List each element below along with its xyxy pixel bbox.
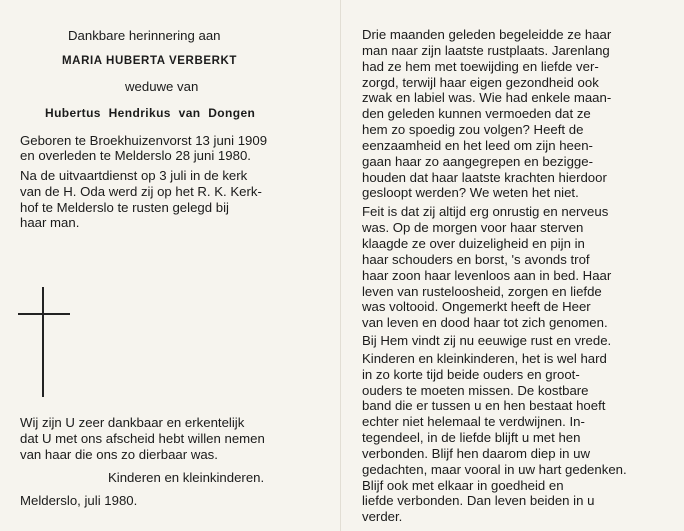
thanks-line-1: Wij zijn U zeer dankbaar en erkentelijk: [20, 415, 245, 430]
tribute-line: gedachten, maar vooral in uw hart gedenken.: [362, 461, 627, 477]
tribute-line: gaan haar zo aangegrepen en bezigge-: [362, 153, 593, 169]
tribute-line: was. Op de morgen voor haar sterven: [362, 220, 584, 236]
cross-icon: [18, 287, 70, 397]
widow-of: weduwe van: [125, 79, 199, 94]
tribute-line: gesloopt werden? We weten het niet.: [362, 185, 579, 201]
born-line-1: Geboren te Broekhuizenvorst 13 juni 1909: [20, 133, 268, 148]
tribute-line: Bij Hem vindt zij nu eeuwige rust en vrede.: [362, 333, 612, 349]
tribute-line: in zo korte tijd beide ouders en groot-: [362, 366, 580, 382]
heading: Dankbare herinnering aan: [68, 28, 221, 43]
deceased-name: MARIA HUBERTA VERBERKT: [62, 55, 238, 67]
tribute-line: houden dat haar laatste krachten hierdoor: [362, 169, 607, 185]
tribute-line: was voltooid. Ongemerkt heeft de Heer: [362, 299, 591, 315]
birth-death-block: [20, 133, 320, 164]
tribute-line: Blijf ook met elkaar in goedheid en: [362, 477, 564, 493]
thanks-line-2: dat U met ons afscheid hebt willen nemen: [20, 430, 265, 446]
tribute-line: verder.: [362, 509, 403, 525]
signature: Kinderen en kleinkinderen.: [108, 470, 265, 485]
tribute-line: van leven en dood haar tot zich genomen.: [362, 315, 608, 331]
tribute-line: man naar zijn laatste rustplaats. Jarenlang: [362, 42, 610, 58]
tribute-line: haar zoon haar levenloos aan in bed. Haar: [362, 267, 612, 283]
husband-name: Hubertus Hendrikus van Dongen: [45, 106, 256, 120]
thanks-line-3: van haar die ons zo dierbaar was.: [20, 446, 218, 462]
tribute-line: haar schouders en borst, 's avonds trof: [362, 251, 590, 267]
tribute-line: liefde verbonden. Dan leven beiden in u: [362, 493, 595, 509]
funeral-block: [20, 168, 320, 231]
place-date: Melderslo, juli 1980.: [20, 493, 138, 508]
funeral-line-1: Na de uitvaartdienst op 3 juli in de kerk: [20, 168, 248, 183]
tribute-line: zorgd, terwijl haar eigen gezondheid ook: [362, 74, 599, 90]
tribute-line: zwak en labiel was. Wie had enkele maan-: [362, 90, 612, 106]
tribute-line: echter niet helemaal te verdwijnen. In-: [362, 414, 585, 430]
born-line-2: en overleden te Melderslo 28 juni 1980.: [20, 148, 251, 164]
tribute-line: Feit is dat zij altijd erg onrustig en nerveus: [362, 204, 609, 220]
tribute-line: had ze hem met toewijding en liefde ver-: [362, 58, 599, 74]
funeral-line-4: haar man.: [20, 215, 80, 231]
tribute-line: Drie maanden geleden begeleidde ze haar: [362, 27, 612, 42]
funeral-line-3: hof te Melderslo te rusten gelegd bij: [20, 199, 229, 215]
tribute-line: klaagde ze over duizeligheid en pijn in: [362, 235, 585, 251]
tribute-line: Kinderen en kleinkinderen, het is wel hard: [362, 350, 607, 366]
tribute-line: verbonden. Blijf hen daarom diep in uw: [362, 445, 590, 461]
card-fold: [340, 0, 341, 531]
tribute-line: den geleden kunnen vermoeden dat ze: [362, 106, 591, 122]
tribute-line: eenzaamheid en het leed om zijn heen-: [362, 137, 593, 153]
tribute-line: ouders te moeten missen. De kostbare: [362, 382, 589, 398]
tribute-line: leven van rusteloosheid, zorgen en liefde: [362, 283, 602, 299]
thanks-block: [20, 415, 320, 462]
tribute-line: hem zo spoedig zou volgen? Heeft de: [362, 122, 584, 138]
tribute-line: band die er tussen u en hen bestaat hoeft: [362, 398, 606, 414]
tribute-text: [362, 27, 667, 525]
tribute-line: tegendeel, in de liefde blijft u met hen: [362, 430, 581, 446]
funeral-line-2: van de H. Oda werd zij op het R. K. Kerk-: [20, 183, 262, 199]
